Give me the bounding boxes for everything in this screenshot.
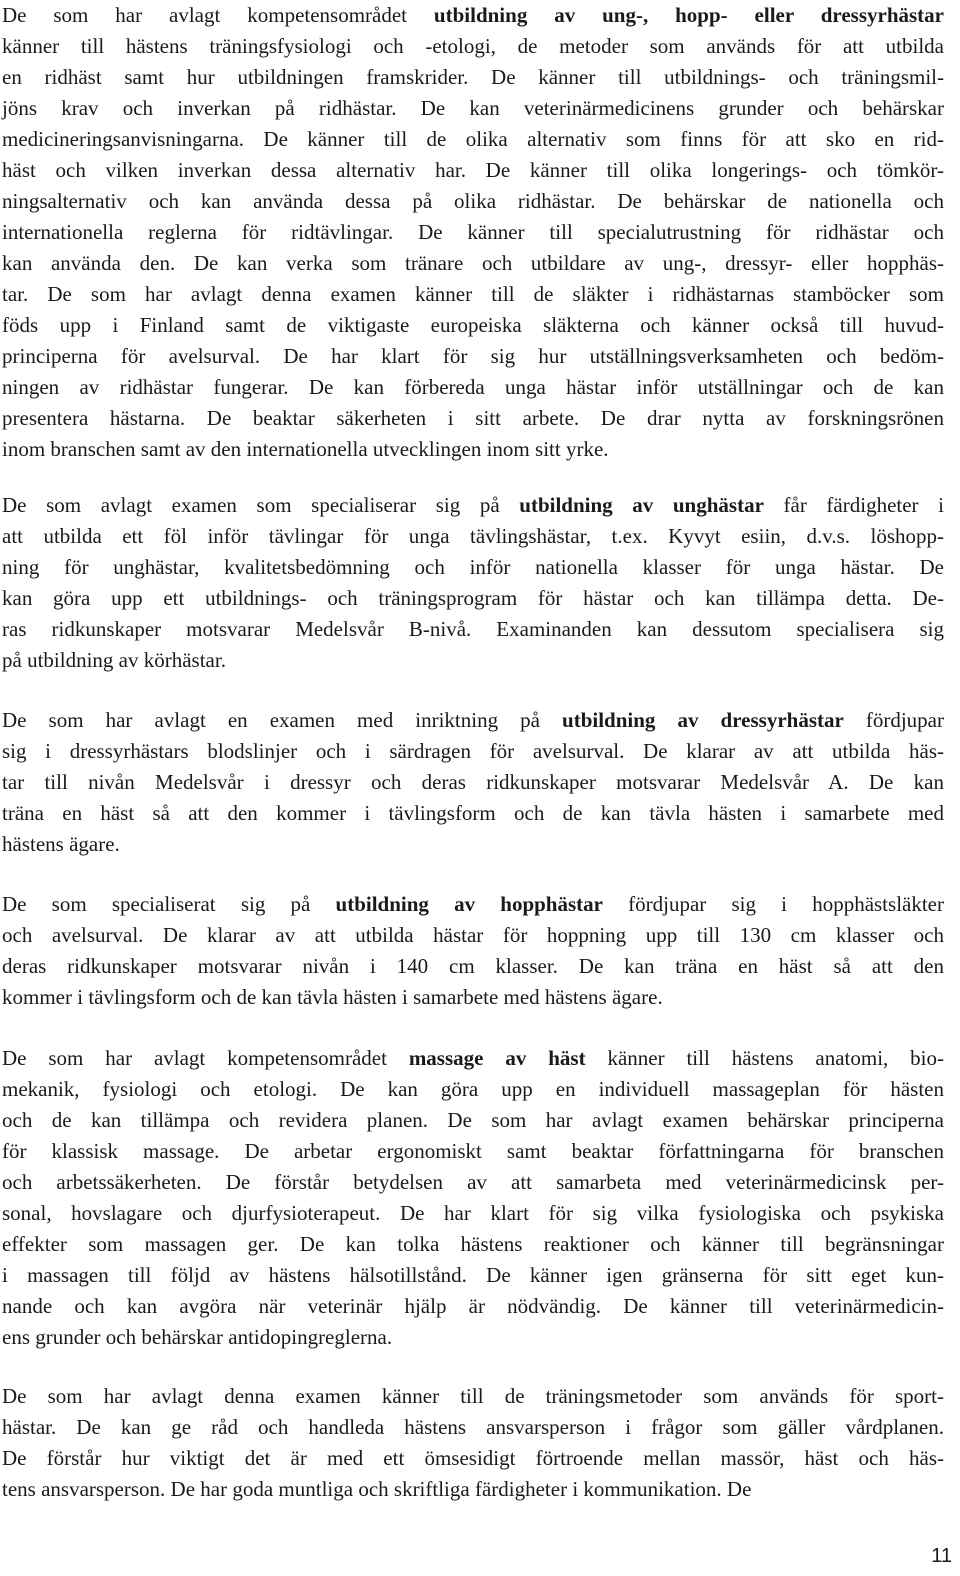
- text-segment: De som har avlagt en examen med inriktning på: [2, 708, 563, 732]
- text-segment: tar till nivån Medelsvår i dressyr och deras ridkunskaper motsvarar Medelsvår A. De kan: [2, 770, 944, 794]
- text-line: [2, 279, 944, 310]
- bold-term: utbildning av dressyrhästar: [562, 708, 844, 732]
- text-segment: sonal, hovslagare och djurfysioterapeut. De har klart för sig vilka fysiologiska och psykiska: [2, 1201, 944, 1225]
- text-line: [2, 1074, 944, 1105]
- text-segment: De som specialiserat sig på: [2, 892, 336, 916]
- text-line: [2, 31, 944, 62]
- text-segment: ningen av ridhästar fungerar. De kan förbereda unga hästar inför utställningar och de kan: [2, 375, 944, 399]
- paragraph-hopphastar: [2, 889, 944, 1013]
- text-segment: kan göra upp ett utbildnings- och träningsprogram för hästar och kan tillämpa detta. De-: [2, 586, 944, 610]
- text-segment: nande och kan avgöra när veterinär hjälp är nödvändig. De känner till veterinärmedicin-: [2, 1294, 944, 1318]
- text-line: [2, 583, 944, 614]
- text-line: [2, 155, 944, 186]
- text-segment: häst och vilken inverkan dessa alternativ har. De känner till olika longerings- och tömkör-: [2, 158, 944, 182]
- bold-term: utbildning av hopphästar: [335, 892, 603, 916]
- text-line: [2, 1136, 944, 1167]
- text-segment: känner till hästens träningsfysiologi och -etologi, de metoder som används för att utbilda: [2, 34, 944, 58]
- text-line: [2, 434, 944, 465]
- text-line: [2, 1474, 944, 1505]
- text-segment: och arbetssäkerheten. De förstår betydelsen av att samarbeta med veterinärmedicinsk per-: [2, 1170, 944, 1194]
- text-segment: träna en häst så att den kommer i tävlingsform och de kan tävla hästen i samarbete med: [2, 801, 944, 825]
- text-segment: jöns krav och inverkan på ridhästar. De kan veterinärmedicinens grunder och behärskar: [2, 96, 944, 120]
- text-segment: effekter som massagen ger. De kan tolka hästens reaktioner och känner till begränsningar: [2, 1232, 944, 1256]
- text-segment: tar. De som har avlagt denna examen känner till de släkter i ridhästarnas stamböcker som: [2, 282, 944, 306]
- text-line: [2, 982, 944, 1013]
- text-segment: De som avlagt examen som specialiserar sig på: [2, 493, 520, 517]
- text-line: [2, 614, 944, 645]
- text-segment: ningsalternativ och kan använda dessa på olika ridhästar. De behärskar de nationella och: [2, 189, 944, 213]
- text-line: [2, 1105, 944, 1136]
- paragraph-kompetensomrade-utbildning: [2, 0, 944, 465]
- text-segment: får färdigheter i: [763, 493, 944, 517]
- text-line: [2, 1322, 944, 1353]
- text-line: [2, 645, 944, 676]
- text-line: [2, 920, 944, 951]
- text-segment: för klassisk massage. De arbetar ergonomiskt samt beaktar författningarna för branschen: [2, 1139, 944, 1163]
- text-segment: kan använda den. De kan verka som tränare och utbildare av ung-, dressyr- eller hopphäs-: [2, 251, 944, 275]
- text-segment: presentera hästarna. De beaktar säkerheten i sitt arbete. De drar nytta av forskningsrönen: [2, 406, 944, 430]
- text-line: [2, 217, 944, 248]
- text-line: [2, 186, 944, 217]
- text-segment: De som har avlagt kompetensområdet: [2, 3, 434, 27]
- text-segment: hästens ägare.: [2, 832, 120, 856]
- text-line: [2, 521, 944, 552]
- text-segment: och de kan tillämpa och revidera planen. De som har avlagt examen behärskar principerna: [2, 1108, 944, 1132]
- text-line: [2, 1198, 944, 1229]
- text-line: [2, 767, 944, 798]
- text-line: [2, 124, 944, 155]
- text-segment: mekanik, fysiologi och etologi. De kan göra upp en individuell massageplan för hästen: [2, 1077, 944, 1101]
- text-line: [2, 736, 944, 767]
- bold-term: massage av häst: [408, 1046, 586, 1070]
- bold-term: utbildning av unghästar: [519, 493, 764, 517]
- text-segment: att utbilda ett föl inför tävlingar för unga tävlingshästar, t.ex. Kyvyt esiin, d.v.s. löshopp-: [2, 524, 944, 548]
- text-line: [2, 490, 944, 521]
- text-line: [2, 1412, 944, 1443]
- text-line: [2, 552, 944, 583]
- text-line: [2, 889, 944, 920]
- text-line: [2, 62, 944, 93]
- text-segment: föds upp i Finland samt de viktigaste europeiska släkterna och känner också till huvud-: [2, 313, 944, 337]
- text-segment: ras ridkunskaper motsvarar Medelsvår B-nivå. Examinanden kan dessutom specialisera sig: [2, 617, 944, 641]
- text-segment: deras ridkunskaper motsvarar nivån i 140 cm klasser. De kan träna en häst så att den: [2, 954, 944, 978]
- paragraph-unghastar: [2, 490, 944, 676]
- text-segment: känner till hästens anatomi, bio-: [585, 1046, 944, 1070]
- text-line: [2, 798, 944, 829]
- text-segment: De som har avlagt denna examen känner till de träningsmetoder som används för sport-: [2, 1384, 944, 1408]
- text-segment: kommer i tävlingsform och de kan tävla hästen i samarbete med hästens ägare.: [2, 985, 663, 1009]
- text-segment: principerna för avelsurval. De har klart för sig hur utställningsverksamheten och bedöm-: [2, 344, 944, 368]
- text-line: [2, 1167, 944, 1198]
- text-segment: hästar. De kan ge råd och handleda hästens ansvarsperson i frågor som gäller vårdplanen.: [2, 1415, 944, 1439]
- text-segment: sig i dressyrhästars blodslinjer och i särdragen för avelsurval. De klarar av att utbilda häs-: [2, 739, 944, 763]
- text-line: [2, 1443, 944, 1474]
- text-line: [2, 0, 944, 31]
- text-line: [2, 951, 944, 982]
- text-segment: medicineringsanvisningarna. De känner till de olika alternativ som finns för att sko en rid-: [2, 127, 944, 151]
- text-segment: De som har avlagt kompetensområdet: [2, 1046, 409, 1070]
- text-segment: ning för unghästar, kvalitetsbedömning och inför nationella klasser för unga hästar. De: [2, 555, 944, 579]
- text-line: [2, 372, 944, 403]
- text-line: [2, 829, 944, 860]
- paragraph-traningsmetoder: [2, 1381, 944, 1505]
- text-line: [2, 341, 944, 372]
- text-segment: inom branschen samt av den internationella utvecklingen inom sitt yrke.: [2, 437, 609, 461]
- paragraph-massage-av-hast: [2, 1043, 944, 1353]
- text-line: [2, 1291, 944, 1322]
- text-segment: fördjupar sig i hopphästsläkter: [602, 892, 944, 916]
- text-line: [2, 248, 944, 279]
- text-line: [2, 1043, 944, 1074]
- text-line: [2, 403, 944, 434]
- text-segment: ens grunder och behärskar antidopingreglerna.: [2, 1325, 393, 1349]
- text-segment: De förstår hur viktigt det är med ett ömsesidigt förtroende mellan massör, häst och häs-: [2, 1446, 944, 1470]
- bold-term: utbildning av ung-, hopp- eller dressyrhästar: [433, 3, 944, 27]
- text-segment: tens ansvarsperson. De har goda muntliga och skriftliga färdigheter i kommunikation. De: [2, 1477, 752, 1501]
- text-line: [2, 1260, 944, 1291]
- text-segment: och avelsurval. De klarar av att utbilda hästar för hoppning upp till 130 cm klasser och: [2, 923, 944, 947]
- page-number: 11: [931, 1545, 952, 1567]
- text-segment: en ridhäst samt hur utbildningen framskrider. De känner till utbildnings- och träningsmil-: [2, 65, 944, 89]
- text-line: [2, 1229, 944, 1260]
- text-segment: internationella reglerna för ridtävlingar. De känner till specialutrustning för ridhästar och: [2, 220, 944, 244]
- text-line: [2, 1381, 944, 1412]
- text-segment: i massagen till följd av hästens hälsotillstånd. De känner igen gränserna för sitt eget kun-: [2, 1263, 944, 1287]
- text-line: [2, 93, 944, 124]
- paragraph-dressyrhastar: [2, 705, 944, 860]
- text-line: [2, 705, 944, 736]
- text-line: [2, 310, 944, 341]
- text-segment: på utbildning av körhästar.: [2, 648, 226, 672]
- text-segment: fördjupar: [843, 708, 945, 732]
